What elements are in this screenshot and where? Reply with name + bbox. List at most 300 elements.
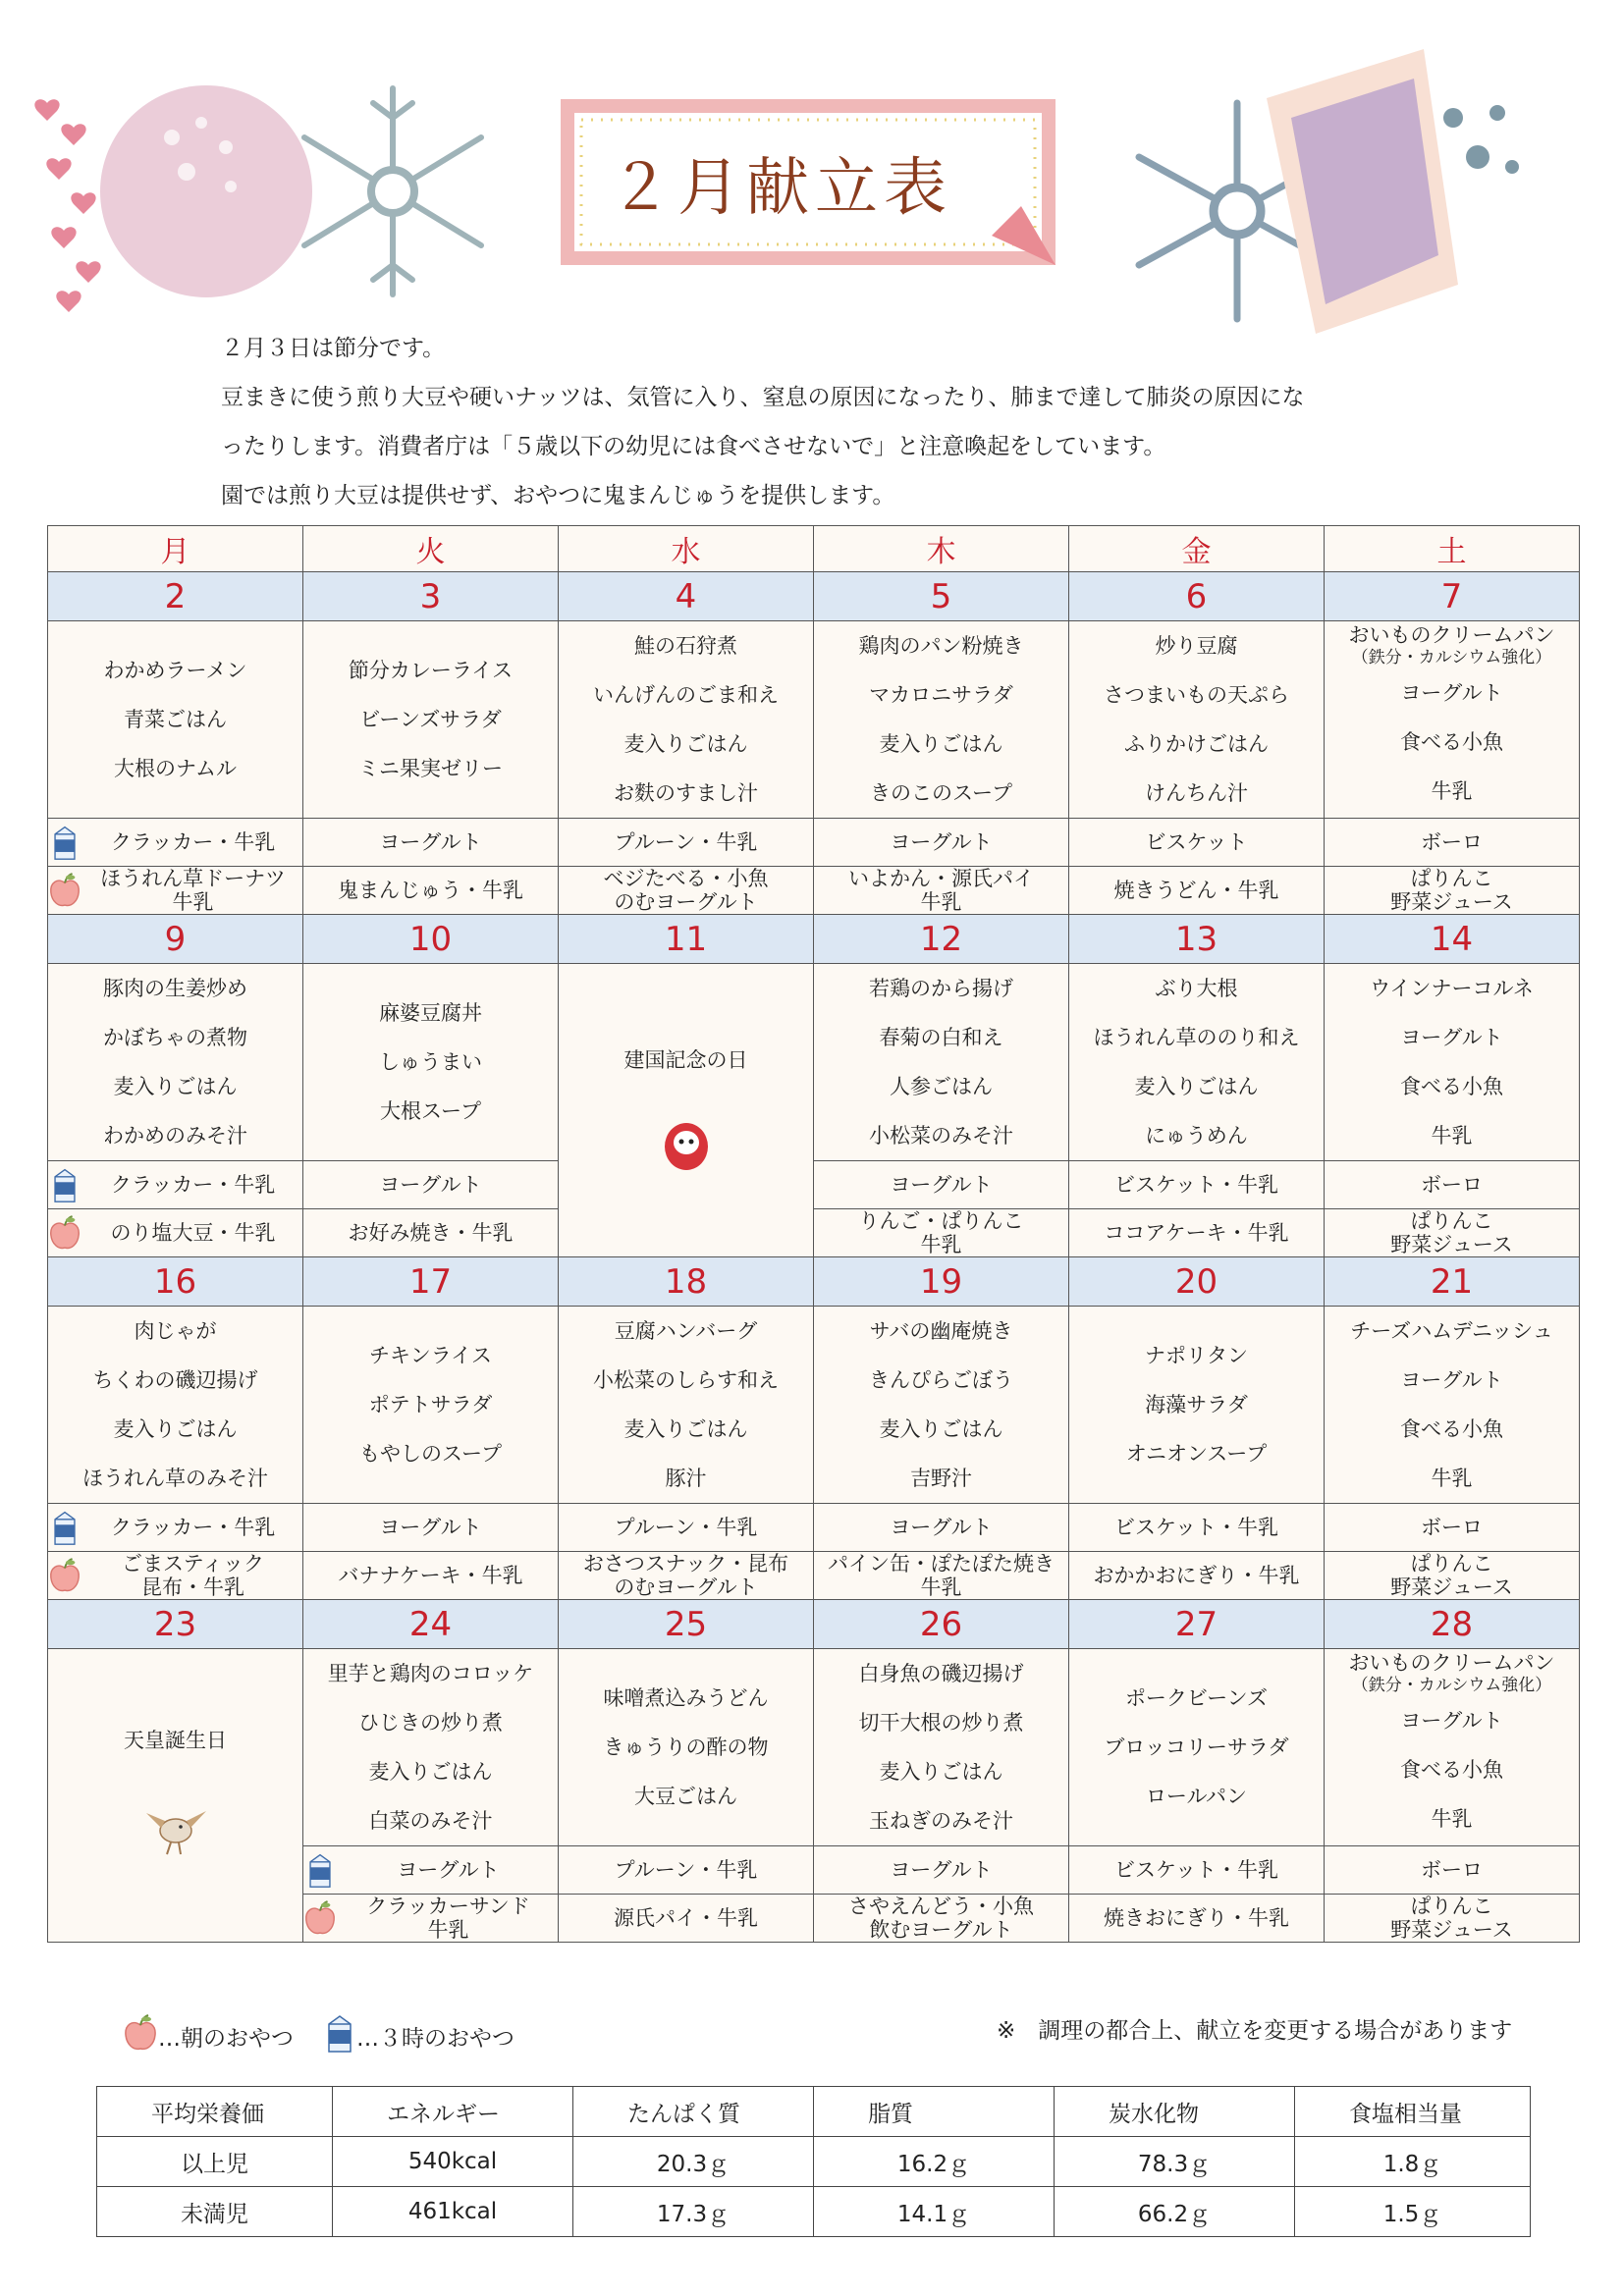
lunch-cell [559, 1649, 814, 1846]
nutrition-cell: 未満児 [97, 2187, 333, 2237]
pm-snack-cell [1325, 819, 1580, 867]
dish-item: ちくわの磯辺揚げ [92, 1368, 258, 1392]
nutrition-cell: 78.3ｇ [1055, 2137, 1295, 2187]
lunch-cell [1325, 1649, 1580, 1846]
weekday-header: 木 [814, 526, 1069, 572]
nutrition-cell: 461kcal [333, 2187, 573, 2237]
snack-text [814, 867, 1068, 914]
weekday-header: 月 [48, 526, 303, 572]
nutrition-cell: 540kcal [333, 2137, 573, 2187]
milk-carton-icon [48, 1166, 81, 1203]
notice-line: ２月３日は節分です。 [221, 336, 446, 361]
snack-text [1069, 879, 1324, 902]
pm-snack-cell [814, 819, 1069, 867]
holiday-cell [48, 1649, 303, 1943]
dish-item: ヨーグルト [1400, 1709, 1503, 1733]
dish-item: 麦入りごはん [879, 732, 1003, 756]
apple-icon [48, 872, 81, 909]
am-snack-row [48, 1209, 1580, 1257]
snack-line: のり塩大豆・牛乳 [110, 1221, 276, 1245]
snack-line: バナナケーキ・牛乳 [338, 1564, 523, 1587]
snack-line: クラッカーサンド [366, 1895, 530, 1918]
dish-item: 大根スープ [380, 1099, 481, 1123]
date-cell: 21 [1325, 1257, 1580, 1307]
pm-snack-cell [559, 1504, 814, 1552]
nutrition-header: エネルギー [333, 2087, 573, 2137]
nutrition-table [96, 2086, 1531, 2237]
snack-text: ボーロ [1421, 1173, 1483, 1197]
am-snack-cell [1325, 1209, 1580, 1257]
lunch-row [48, 964, 1580, 1161]
dish-item: 若鶏のから揚げ [869, 977, 1013, 1000]
am-snack-cell [559, 1895, 814, 1943]
dish-item: もやしのスープ [359, 1442, 502, 1466]
snack-line: 野菜ジュース [1390, 890, 1513, 914]
am-snack-cell [1069, 867, 1325, 915]
nutrition-cell: 1.5ｇ [1295, 2187, 1531, 2237]
snack-text: ヨーグルト [890, 1858, 993, 1882]
dish-item: ほうれん草ののり和え [1093, 1026, 1300, 1049]
milk-carton-icon [48, 1509, 81, 1546]
milk-carton-icon [303, 1851, 337, 1889]
date-cell: 23 [48, 1600, 303, 1649]
dish-item: かぼちゃの煮物 [103, 1026, 247, 1049]
pm-snack-cell [48, 819, 303, 867]
dish-item: ヨーグルト [1400, 1368, 1503, 1392]
snack-text: ビスケット [1145, 830, 1248, 854]
nutrition-cell: 1.8ｇ [1295, 2137, 1531, 2187]
holiday-label: 天皇誕生日 [124, 1729, 227, 1752]
am-snack-cell [303, 1552, 559, 1600]
nutrition-cell: 14.1ｇ [814, 2187, 1055, 2237]
daruma-icon [559, 1113, 813, 1176]
am-snack-cell [48, 867, 303, 915]
am-snack-cell [1069, 1895, 1325, 1943]
page-title: ２月献立表 [609, 152, 952, 225]
dish-item: ヨーグルト [1400, 681, 1503, 705]
dish-item: ポテトサラダ [368, 1393, 493, 1416]
date-cell: 24 [303, 1600, 559, 1649]
pink-circle-decoration [93, 79, 319, 304]
dish-item: 小松菜のしらす和え [593, 1368, 779, 1392]
menu-table [47, 525, 1580, 1943]
nutrition-row [97, 2187, 1531, 2237]
lunch-cell [1069, 1307, 1325, 1504]
date-cell: 16 [48, 1257, 303, 1307]
snack-line: りんご・ぱりんこ [858, 1209, 1024, 1233]
snack-line: ぱりんこ [1410, 867, 1493, 890]
dish-item: 海藻サラダ [1145, 1393, 1248, 1416]
dish-item: けんちん汁 [1145, 781, 1248, 805]
dish-item: 人参ごはん [890, 1075, 993, 1098]
dish-item: ロールパン [1145, 1785, 1248, 1808]
snack-text [303, 1564, 558, 1587]
snack-line: おかかおにぎり・牛乳 [1093, 1564, 1300, 1587]
snack-line: ココアケーキ・牛乳 [1104, 1221, 1289, 1245]
nutrition-cell: 66.2ｇ [1055, 2187, 1295, 2237]
dish-item: にゅうめん [1145, 1124, 1248, 1148]
pm-snack-cell [1069, 1161, 1325, 1209]
snack-line: ぱりんこ [1410, 1209, 1493, 1233]
am-snack-cell [814, 867, 1069, 915]
apple-icon [303, 1899, 337, 1937]
dish-item: 節分カレーライス [348, 659, 514, 682]
dish-item: しゅうまい [379, 1050, 482, 1074]
dish-item: 青菜ごはん [124, 708, 227, 731]
milk-carton-icon [48, 824, 81, 861]
snack-line: 源氏パイ・牛乳 [614, 1906, 758, 1930]
weekday-header: 火 [303, 526, 559, 572]
dish-item: 里芋と鶏肉のコロッケ [327, 1662, 534, 1685]
snack-text [1069, 1564, 1324, 1587]
lunch-cell [303, 964, 559, 1161]
lunch-cell [48, 964, 303, 1161]
dish-item: きんぴらごぼう [869, 1368, 1013, 1392]
snack-line: 野菜ジュース [1390, 1233, 1513, 1256]
nutrition-header: 炭水化物 [1055, 2087, 1295, 2137]
dish-item: 小松菜のみそ汁 [869, 1124, 1013, 1148]
nutrition-header: たんぱく質 [573, 2087, 814, 2137]
dish-item: ウインナーコルネ [1370, 977, 1534, 1000]
snack-line: 牛乳 [427, 1918, 469, 1942]
date-row [48, 1257, 1580, 1307]
pm-snack-cell [1069, 819, 1325, 867]
dish-item: ふりかけごはん [1124, 732, 1269, 756]
snack-text [814, 1895, 1068, 1942]
snack-text [1325, 1552, 1579, 1599]
lunch-row [48, 621, 1580, 819]
snack-text: クラッカー・牛乳 [110, 1516, 276, 1539]
dish-item: 鮭の石狩煮 [634, 634, 737, 658]
snack-line: 牛乳 [920, 1575, 962, 1599]
snack-line: お好み焼き・牛乳 [348, 1221, 514, 1245]
dish-item: 豚肉の生姜炒め [103, 977, 247, 1000]
dish-item: 白身魚の磯辺揚げ [858, 1662, 1024, 1685]
snowflake-left-decoration [295, 79, 491, 304]
lunch-cell [1325, 964, 1580, 1161]
pm-snack-row [48, 1161, 1580, 1209]
nutrition-row [97, 2137, 1531, 2187]
dish-item: わかめラーメン [103, 659, 247, 682]
lunch-cell [1325, 621, 1580, 819]
dish-item: 麦入りごはん [113, 1417, 238, 1441]
bird-icon [48, 1793, 302, 1866]
pm-snack-cell [1325, 1504, 1580, 1552]
am-snack-row [48, 1552, 1580, 1600]
am-snack-cell [559, 1552, 814, 1600]
snack-text [1069, 1221, 1324, 1245]
holiday-label: 建国記念の日 [623, 1048, 748, 1072]
snack-line: パイン缶・ぽたぽた焼き [828, 1552, 1055, 1575]
snack-line: ほうれん草ドーナツ [100, 867, 286, 890]
am-snack-cell [48, 1209, 303, 1257]
dish-item: 豆腐ハンバーグ [614, 1319, 758, 1343]
disclaimer: ※ 調理の都合上、献立を変更する場合があります [997, 2018, 1513, 2044]
snack-text [814, 1209, 1068, 1256]
snack-line: 牛乳 [920, 1233, 962, 1256]
dish-item: 食べる小魚 [1400, 1758, 1503, 1782]
snack-text: ヨーグルト [397, 1858, 500, 1882]
dish-item: 麦入りごはん [1134, 1075, 1259, 1098]
lunch-cell [814, 1307, 1069, 1504]
snack-line: 飲むヨーグルト [869, 1918, 1013, 1942]
dish-item: 大豆ごはん [634, 1785, 737, 1808]
date-cell: 28 [1325, 1600, 1580, 1649]
date-cell: 27 [1069, 1600, 1325, 1649]
snack-text [1069, 1906, 1324, 1930]
notice-line: ったりします。消費者庁は「５歳以下の幼児には食べさせないで」と注意喚起をしています。 [221, 434, 1166, 459]
legend-pm-label: …３時のおやつ [356, 2025, 514, 2052]
dish-item: 大根のナムル [114, 757, 237, 780]
date-cell: 13 [1069, 915, 1325, 964]
dish-item: 麦入りごはん [879, 1760, 1003, 1784]
lunch-cell [559, 1307, 814, 1504]
weekday-header: 金 [1069, 526, 1325, 572]
pm-snack-cell [1325, 1161, 1580, 1209]
snack-text [83, 1552, 302, 1599]
date-cell: 12 [814, 915, 1069, 964]
dish-item: 玉ねぎのみそ汁 [869, 1809, 1013, 1833]
snack-text: ビスケット・牛乳 [1114, 1516, 1278, 1539]
nutrition-cell: 17.3ｇ [573, 2187, 814, 2237]
am-snack-row [48, 867, 1580, 915]
dish-item: おいものクリームパン [1348, 1651, 1555, 1675]
lunch-cell [1069, 964, 1325, 1161]
snack-text [83, 1221, 302, 1245]
legend [123, 2012, 544, 2059]
dish-item: 麦入りごはん [113, 1075, 238, 1098]
dish-item: 豚汁 [665, 1467, 707, 1490]
dish-item: ひじきの炒り煮 [358, 1711, 503, 1735]
snack-text: ヨーグルト [890, 830, 993, 854]
snack-text [559, 1906, 813, 1930]
notice-text [221, 324, 1458, 520]
am-snack-cell [1325, 867, 1580, 915]
am-snack-cell [1325, 1552, 1580, 1600]
am-snack-cell [48, 1552, 303, 1600]
dish-item: 白菜のみそ汁 [368, 1809, 493, 1833]
dish-item: 牛乳 [1431, 779, 1473, 803]
dish-item: 炒り豆腐 [1155, 634, 1238, 658]
date-cell: 4 [559, 572, 814, 621]
date-cell: 11 [559, 915, 814, 964]
snack-text [559, 867, 813, 914]
dish-item: 食べる小魚 [1400, 1417, 1503, 1441]
pm-snack-cell [303, 1504, 559, 1552]
milk-carton-icon [323, 2012, 356, 2059]
date-cell: 6 [1069, 572, 1325, 621]
lunch-cell [814, 1649, 1069, 1846]
snack-line: 牛乳 [920, 890, 962, 914]
pm-snack-row [48, 1504, 1580, 1552]
snack-text [303, 879, 558, 902]
dish-item: 鶏肉のパン粉焼き [858, 634, 1024, 658]
dish-item: さつまいもの天ぷら [1104, 683, 1289, 707]
snack-text: ビスケット・牛乳 [1114, 1858, 1278, 1882]
snack-text: ボーロ [1421, 1858, 1483, 1882]
am-snack-cell [559, 867, 814, 915]
snack-line: いよかん・源氏パイ [848, 867, 1034, 890]
lunch-cell [1069, 621, 1325, 819]
apple-icon [123, 2013, 158, 2058]
dish-item: 麦入りごはん [623, 1417, 748, 1441]
dish-item: お麩のすまし汁 [614, 781, 758, 805]
dish-item: わかめのみそ汁 [103, 1124, 247, 1148]
dish-item: ヨーグルト [1400, 1026, 1503, 1049]
dish-item: 麻婆豆腐丼 [379, 1001, 482, 1025]
snack-line: 焼きうどん・牛乳 [1113, 879, 1279, 902]
pm-snack-cell [814, 1504, 1069, 1552]
legend-am-label: …朝のおやつ [158, 2025, 294, 2052]
date-cell: 19 [814, 1257, 1069, 1307]
am-snack-cell [1325, 1895, 1580, 1943]
notice-line: 豆まきに使う煎り大豆や硬いナッツは、気管に入り、窒息の原因になったり、肺まで達して肺炎の原因にな [221, 385, 1305, 410]
dish-item: 肉じゃが [134, 1319, 217, 1343]
dish-item: きゅうりの酢の物 [603, 1735, 769, 1759]
dish-item: おいものクリームパン [1348, 623, 1555, 647]
dish-item: マカロニサラダ [869, 683, 1013, 707]
snack-text [83, 867, 302, 914]
date-row [48, 915, 1580, 964]
dish-item: ポークビーンズ [1124, 1686, 1269, 1710]
apple-icon [48, 1557, 81, 1594]
am-snack-cell [814, 1552, 1069, 1600]
am-snack-cell [1069, 1209, 1325, 1257]
dish-item: ナポリタン [1145, 1344, 1248, 1367]
lunch-cell [48, 1307, 303, 1504]
dish-item: 麦入りごはん [623, 732, 748, 756]
lunch-cell [48, 621, 303, 819]
dish-item: 牛乳 [1431, 1467, 1473, 1490]
snack-line: ぱりんこ [1410, 1552, 1493, 1575]
snack-line: さやえんどう・小魚 [848, 1895, 1034, 1918]
am-snack-cell [303, 1209, 559, 1257]
pm-snack-cell [303, 1161, 559, 1209]
legend-pm [323, 2012, 514, 2059]
snack-text: クラッカー・牛乳 [110, 830, 276, 854]
date-cell: 5 [814, 572, 1069, 621]
small-flowers-decoration [1424, 88, 1532, 196]
dish-item: ブロッコリーサラダ [1104, 1735, 1289, 1759]
dish-item: きのこのスープ [870, 781, 1012, 805]
dish-item: 麦入りごはん [368, 1760, 493, 1784]
snack-text: プルーン・牛乳 [614, 1858, 758, 1882]
apple-icon [48, 1214, 81, 1252]
am-snack-cell [1069, 1552, 1325, 1600]
dish-item: ミニ果実ゼリー [358, 757, 503, 780]
lunch-cell [814, 964, 1069, 1161]
lunch-row [48, 1649, 1580, 1846]
am-snack-cell [303, 1895, 559, 1943]
holiday-cell [559, 964, 814, 1257]
pm-snack-cell [48, 1504, 303, 1552]
snack-line: おさつスナック・昆布 [582, 1552, 789, 1575]
dish-item: 吉野汁 [910, 1467, 972, 1490]
pm-snack-cell [1325, 1846, 1580, 1895]
snack-text: プルーン・牛乳 [614, 1516, 758, 1539]
snack-text [814, 1552, 1068, 1599]
date-cell: 14 [1325, 915, 1580, 964]
nutrition-cell: 20.3ｇ [573, 2137, 814, 2187]
snack-text: ビスケット・牛乳 [1114, 1173, 1278, 1197]
weekday-header: 水 [559, 526, 814, 572]
snack-text [303, 1221, 558, 1245]
dish-item: オニオンスープ [1125, 1442, 1268, 1466]
nutrition-cell: 以上児 [97, 2137, 333, 2187]
snack-text: プルーン・牛乳 [614, 830, 758, 854]
snack-line: ベジたべる・小魚 [603, 867, 769, 890]
pm-snack-cell [48, 1161, 303, 1209]
nutrition-cell: 16.2ｇ [814, 2137, 1055, 2187]
date-cell: 7 [1325, 572, 1580, 621]
snack-line: ごまスティック [122, 1552, 264, 1575]
date-cell: 9 [48, 915, 303, 964]
date-cell: 17 [303, 1257, 559, 1307]
dish-item: 味噌煮込みうどん [603, 1686, 769, 1710]
date-row [48, 1600, 1580, 1649]
snack-line: 野菜ジュース [1390, 1575, 1513, 1599]
snack-text [1325, 1209, 1579, 1256]
date-cell: 3 [303, 572, 559, 621]
date-cell: 25 [559, 1600, 814, 1649]
snack-text: クラッカー・牛乳 [110, 1173, 276, 1197]
dish-item: 食べる小魚 [1400, 730, 1503, 754]
dish-item: ビーンズサラダ [359, 708, 502, 731]
am-snack-cell [814, 1209, 1069, 1257]
snack-line: 焼きおにぎり・牛乳 [1104, 1906, 1289, 1930]
dish-item: いんげんのごま和え [593, 683, 779, 707]
snack-line: のむヨーグルト [614, 890, 758, 914]
nutrition-header-row [97, 2087, 1531, 2137]
snack-text: ボーロ [1421, 1516, 1483, 1539]
dish-item: 切干大根の炒り煮 [858, 1711, 1024, 1735]
dish-item: サバの幽庵焼き [869, 1319, 1013, 1343]
date-cell: 18 [559, 1257, 814, 1307]
dish-item: 牛乳 [1431, 1807, 1473, 1831]
lunch-cell [1069, 1649, 1325, 1846]
dish-item: 牛乳 [1431, 1124, 1473, 1148]
lunch-cell [303, 621, 559, 819]
pm-snack-cell [303, 819, 559, 867]
dish-item: 麦入りごはん [879, 1417, 1003, 1441]
dish-item: 食べる小魚 [1400, 1075, 1503, 1098]
pm-snack-cell [303, 1846, 559, 1895]
snack-text [339, 1895, 558, 1942]
pm-snack-cell [559, 1846, 814, 1895]
dish-item: ぶり大根 [1155, 977, 1238, 1000]
snack-text: ヨーグルト [890, 1173, 993, 1197]
date-cell: 10 [303, 915, 559, 964]
dish-item: （鉄分・カルシウム強化） [1351, 648, 1552, 667]
snack-text: ヨーグルト [890, 1516, 993, 1539]
lunch-cell [303, 1649, 559, 1846]
snack-line: 昆布・牛乳 [141, 1575, 244, 1599]
am-snack-cell [814, 1895, 1069, 1943]
dish-item: チーズハムデニッシュ [1350, 1319, 1553, 1343]
pm-snack-cell [814, 1161, 1069, 1209]
snack-text: ボーロ [1421, 830, 1483, 854]
snack-text [1325, 867, 1579, 914]
pm-snack-cell [814, 1846, 1069, 1895]
snack-text [1325, 1895, 1579, 1942]
lunch-cell [814, 621, 1069, 819]
weekday-header: 土 [1325, 526, 1580, 572]
dish-item: チキンライス [369, 1344, 492, 1367]
lunch-cell [303, 1307, 559, 1504]
lunch-cell [559, 621, 814, 819]
date-cell: 26 [814, 1600, 1069, 1649]
snack-text [559, 1552, 813, 1599]
